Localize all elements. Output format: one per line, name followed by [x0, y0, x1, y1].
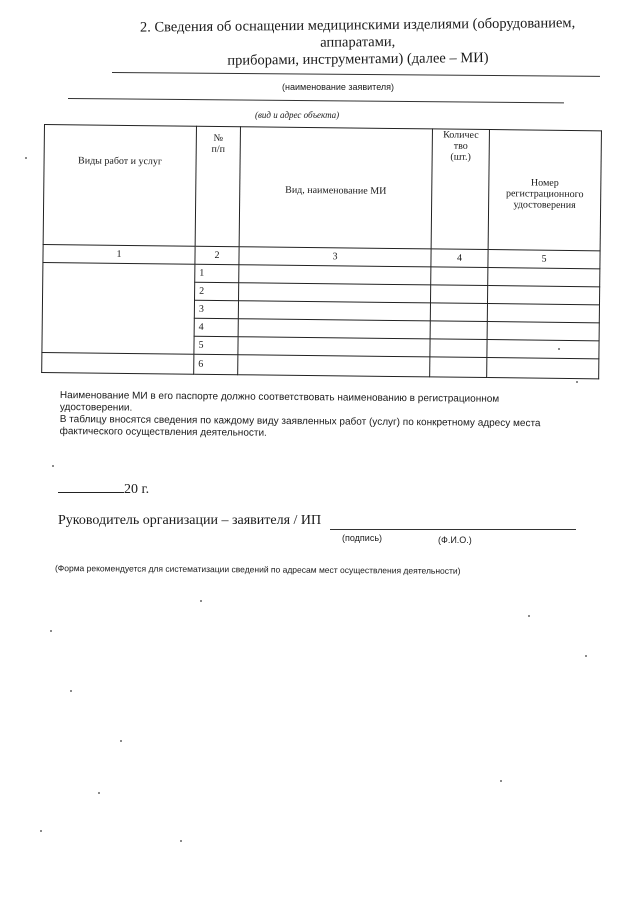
device-name-cell[interactable]: [238, 337, 430, 357]
header-number: № п/п: [195, 126, 240, 246]
quantity-cell[interactable]: [430, 339, 487, 358]
scan-speck: [528, 615, 530, 617]
registration-cell[interactable]: [487, 358, 599, 379]
row-number: 3: [194, 300, 238, 318]
row-number: 1: [195, 264, 239, 282]
scan-speck: [50, 630, 52, 632]
col-number-2: 2: [195, 246, 239, 264]
section-title-line-1: 2. Сведения об оснащении медицинскими изделиями (оборудованием, аппаратами,: [139, 15, 576, 51]
note-line-1: Наименование МИ в его паспорте должно соответствовать наименованию в регистрационном: [59, 390, 500, 405]
equipment-table-wrapper: [41, 124, 602, 379]
quantity-cell[interactable]: [430, 303, 487, 322]
registration-cell[interactable]: [488, 268, 600, 287]
scan-speck: [180, 840, 182, 842]
device-name-cell[interactable]: [239, 283, 431, 303]
header-device-name: Вид, наименование МИ: [239, 127, 432, 249]
row-number: 5: [194, 336, 238, 354]
device-name-cell[interactable]: [239, 265, 431, 285]
registration-cell[interactable]: [487, 340, 599, 359]
col-number-3: 3: [239, 247, 431, 267]
registration-cell[interactable]: [487, 286, 599, 305]
scan-speck: [200, 600, 202, 602]
services-cell[interactable]: [42, 262, 195, 354]
instructions-notes: [60, 390, 600, 443]
scan-speck: [52, 465, 54, 467]
signature-label: Руководитель организации – заявителя / ИП: [58, 513, 322, 528]
scan-speck: [558, 348, 560, 350]
header-registration-number: Номер регистрационного удостоверения: [488, 130, 601, 251]
col-number-4: 4: [431, 249, 488, 268]
scan-speck: [40, 830, 42, 832]
scan-speck: [500, 780, 502, 782]
equipment-table: [41, 124, 602, 379]
row-number: 4: [194, 318, 238, 336]
scan-speck: [70, 690, 72, 692]
note-line-4: фактического осуществления деятельности.: [59, 425, 267, 439]
header-quantity: Количес тво (шт.): [431, 129, 489, 250]
services-cell[interactable]: [42, 352, 194, 374]
note-line-3: В таблицу вносятся сведения по каждому виду заявленных работ (услуг) по конкретному адресу места: [59, 413, 541, 430]
note-line-2: удостоверении.: [59, 401, 133, 414]
table-header-row: [43, 125, 601, 251]
device-name-cell[interactable]: [238, 319, 430, 339]
device-name-cell[interactable]: [238, 301, 430, 321]
row-number: 6: [194, 354, 238, 374]
col-number-5: 5: [488, 250, 600, 269]
scan-speck: [120, 740, 122, 742]
section-title-line-2: приборами, инструментами) (далее – МИ): [227, 49, 489, 69]
section-title: [105, 15, 611, 71]
object-caption: (вид и адрес объекта): [255, 110, 340, 120]
applicant-caption: (наименование заявителя): [282, 82, 395, 92]
scan-speck: [576, 381, 578, 383]
scan-speck: [98, 792, 100, 794]
quantity-cell[interactable]: [430, 321, 487, 340]
scan-speck: [585, 655, 587, 657]
col-number-1: 1: [43, 244, 195, 264]
object-address-line[interactable]: [68, 98, 564, 103]
device-name-cell[interactable]: [238, 355, 430, 377]
signature-caption: (подпись): [342, 533, 383, 543]
applicant-name-line[interactable]: [112, 72, 600, 77]
quantity-cell[interactable]: [431, 267, 488, 286]
header-services: Виды работ и услуг: [43, 125, 196, 247]
date-blank[interactable]: [58, 480, 124, 493]
footer-note: (Форма рекомендуется для систематизации сведений по адресам мест осуществления деятельности): [54, 563, 461, 576]
registration-cell[interactable]: [487, 304, 599, 323]
date-field: [58, 480, 149, 498]
date-year: 20 г.: [124, 482, 150, 497]
quantity-cell[interactable]: [430, 285, 487, 304]
scan-speck: [25, 157, 27, 159]
row-number: 2: [195, 282, 239, 300]
quantity-cell[interactable]: [430, 357, 487, 378]
registration-cell[interactable]: [487, 322, 599, 341]
signature-line[interactable]: [330, 529, 576, 530]
fio-caption: (Ф.И.О.): [438, 535, 472, 545]
